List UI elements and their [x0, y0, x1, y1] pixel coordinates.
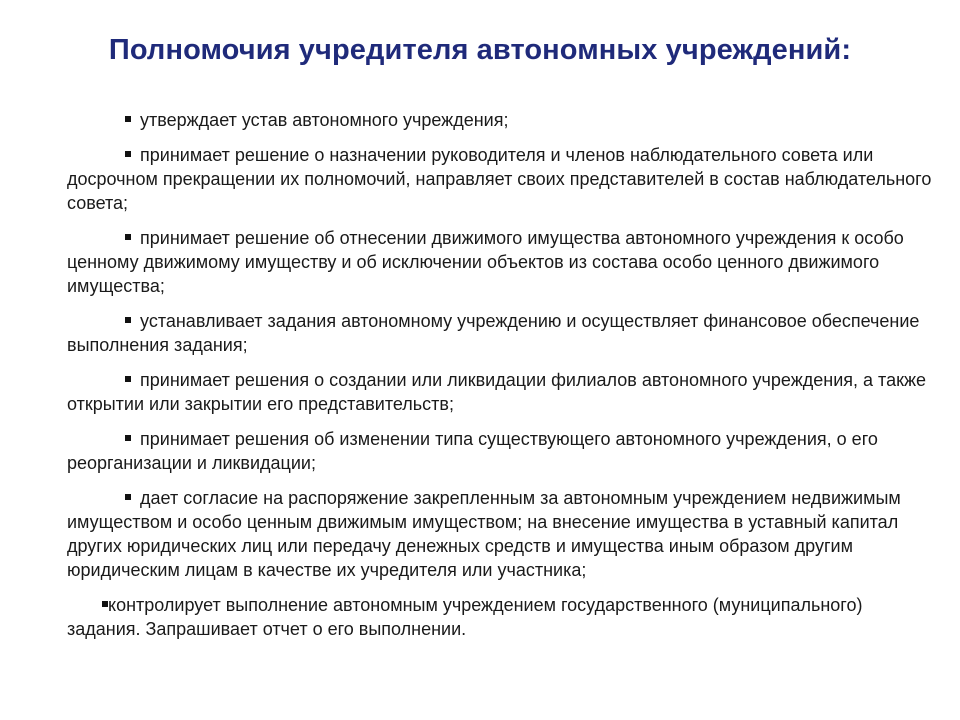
- bullet-text: утверждает устав автономного учреждения;: [140, 110, 509, 130]
- bullet-item: [67, 309, 937, 357]
- square-bullet-icon: [125, 435, 131, 441]
- bullet-item: [67, 108, 937, 132]
- square-bullet-icon: [125, 317, 131, 323]
- bullet-item: [67, 593, 937, 641]
- bullet-list: [67, 108, 937, 652]
- bullet-item: [67, 427, 937, 475]
- square-bullet-icon: [125, 116, 131, 122]
- bullet-item: [67, 486, 937, 582]
- bullet-item: [67, 226, 937, 298]
- square-bullet-icon: [125, 376, 131, 382]
- square-bullet-icon: [125, 234, 131, 240]
- bullet-text: контролирует выполнение автономным учреждением государственного (муниципального) задания. Запрашивает отчет о его выполнении.: [67, 595, 863, 639]
- slide-title: Полномочия учредителя автономных учреждений:: [108, 34, 852, 66]
- square-bullet-icon: [125, 151, 131, 157]
- bullet-text: принимает решения об изменении типа существующего автономного учреждения, о его реорганизации и ликвидации;: [67, 429, 878, 473]
- square-bullet-icon: [125, 494, 131, 500]
- bullet-text: принимает решение об отнесении движимого имущества автономного учреждения к особо ценному движимому имуществу и об исключении объектов из состава особо ценного движимого имущества;: [67, 228, 904, 296]
- bullet-text: принимает решения о создании или ликвидации филиалов автономного учреждения, а также открытии или закрытии его представительств;: [67, 370, 927, 414]
- bullet-text: устанавливает задания автономному учреждению и осуществляет финансовое обеспечение выполнения задания;: [67, 311, 920, 355]
- bullet-item: [67, 143, 937, 215]
- bullet-text: принимает решение о назначении руководителя и членов наблюдательного совета или досрочном прекращении их полномочий, направляет своих представителей в состав наблюдательного совета;: [67, 145, 932, 213]
- bullet-item: [67, 368, 937, 416]
- bullet-text: дает согласие на распоряжение закрепленным за автономным учреждением недвижимым имуществом и особо ценным движимым имуществом; на внесение имущества в уставный капитал других юридических лиц или передачу денежных средств и имущества иным образом другим юридическим лицам в качестве их учредителя или участника;: [67, 488, 901, 580]
